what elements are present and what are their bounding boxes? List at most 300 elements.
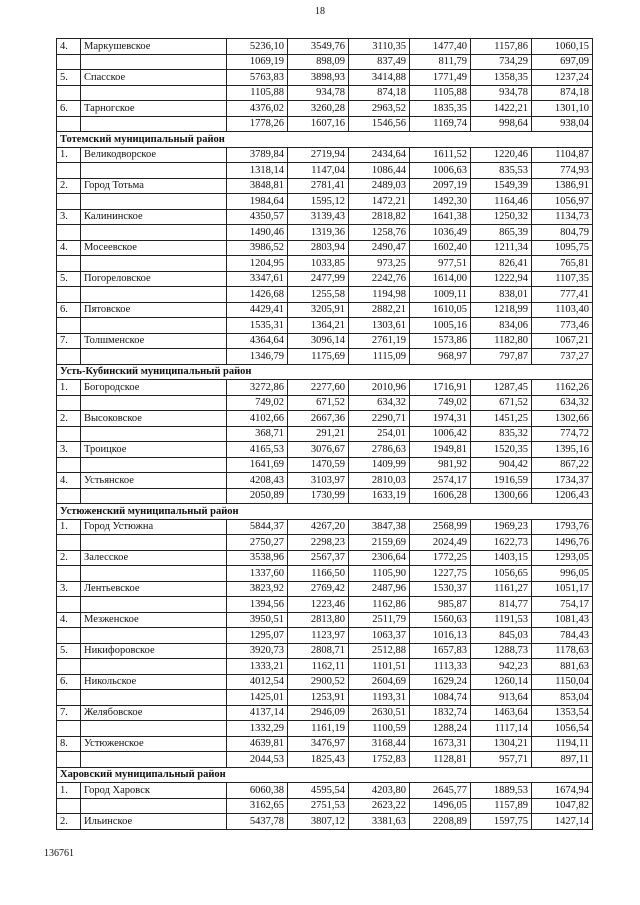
value-cell: 3110,35 [349,39,410,55]
row-number-empty [57,535,81,551]
value-cell: 2645,77 [410,783,471,799]
value-cell: 3847,38 [349,519,410,535]
value-cell: 1426,68 [227,287,288,303]
value-cell: 1161,27 [471,581,532,597]
value-cell: 1602,40 [410,240,471,256]
settlement-name: Мезженское [81,612,227,628]
value-cell: 6060,38 [227,783,288,799]
value-cell: 1056,97 [532,194,593,210]
settlement-name: Калининское [81,209,227,225]
row-number: 4. [57,39,81,55]
value-cell: 1191,53 [471,612,532,628]
value-cell: 1771,49 [410,70,471,86]
value-cell: 3260,28 [288,101,349,117]
value-cell: 3538,96 [227,550,288,566]
value-cell: 837,49 [349,54,410,70]
value-cell: 1301,10 [532,101,593,117]
row-number-empty [57,798,81,814]
row-number-empty [57,85,81,101]
value-cell: 3920,73 [227,643,288,659]
value-cell: 1086,44 [349,163,410,179]
value-cell: 1220,46 [471,147,532,163]
value-cell: 1614,00 [410,271,471,287]
value-cell: 2769,42 [288,581,349,597]
value-cell: 1157,86 [471,39,532,55]
value-cell: 3168,44 [349,736,410,752]
value-cell: 3789,84 [227,147,288,163]
settlement-name: Город Тотьма [81,178,227,194]
value-cell: 1250,32 [471,209,532,225]
value-cell: 737,27 [532,349,593,365]
value-cell: 634,32 [532,395,593,411]
value-cell: 1162,26 [532,380,593,396]
value-cell: 3076,67 [288,442,349,458]
value-cell: 2024,49 [410,535,471,551]
value-cell: 811,79 [410,54,471,70]
value-cell: 2487,96 [349,581,410,597]
value-cell: 797,87 [471,349,532,365]
value-cell: 3986,52 [227,240,288,256]
value-cell: 913,64 [471,690,532,706]
settlement-row [57,70,593,86]
row-number: 5. [57,643,81,659]
value-cell: 1103,40 [532,302,593,318]
value-cell: 1730,99 [288,488,349,504]
value-cell: 1984,64 [227,194,288,210]
value-cell: 2761,19 [349,333,410,349]
value-cell: 368,71 [227,426,288,442]
value-cell: 1105,88 [410,85,471,101]
row-number-empty [57,318,81,334]
settlement-row-secondary [57,395,593,411]
settlement-name-empty [81,566,227,582]
row-number: 2. [57,814,81,830]
settlement-name: Высоковское [81,411,227,427]
value-cell: 1287,45 [471,380,532,396]
value-cell: 3807,12 [288,814,349,830]
value-cell: 4203,80 [349,783,410,799]
value-cell: 1105,90 [349,566,410,582]
settlement-row-secondary [57,225,593,241]
value-cell: 1123,97 [288,628,349,644]
row-number-empty [57,752,81,768]
district-header-row [57,767,593,783]
settlement-name: Никольское [81,674,227,690]
settlement-row [57,101,593,117]
value-cell: 1595,12 [288,194,349,210]
value-cell: 1051,17 [532,581,593,597]
row-number-empty [57,395,81,411]
value-cell: 1107,35 [532,271,593,287]
value-cell: 1304,21 [471,736,532,752]
value-cell: 5437,78 [227,814,288,830]
value-cell: 957,71 [471,752,532,768]
row-number-empty [57,116,81,132]
value-cell: 2808,71 [288,643,349,659]
settlement-row [57,39,593,55]
value-cell: 749,02 [410,395,471,411]
value-cell: 1422,21 [471,101,532,117]
value-cell: 1302,66 [532,411,593,427]
value-cell: 2242,76 [349,271,410,287]
value-cell: 1674,94 [532,783,593,799]
settlement-row-secondary [57,690,593,706]
value-cell: 1835,35 [410,101,471,117]
page-number: 18 [315,6,325,17]
value-cell: 3205,91 [288,302,349,318]
value-cell: 1081,43 [532,612,593,628]
settlement-row-secondary [57,457,593,473]
settlement-name: Погореловское [81,271,227,287]
value-cell: 1490,46 [227,225,288,241]
settlement-row-secondary [57,659,593,675]
value-cell: 1772,25 [410,550,471,566]
value-cell: 1793,76 [532,519,593,535]
row-number: 3. [57,581,81,597]
value-cell: 1752,83 [349,752,410,768]
value-cell: 1409,99 [349,457,410,473]
settlement-row-secondary [57,752,593,768]
value-cell: 1104,87 [532,147,593,163]
value-cell: 897,11 [532,752,593,768]
settlement-row-secondary [57,194,593,210]
value-cell: 2477,99 [288,271,349,287]
settlement-row-secondary [57,426,593,442]
value-cell: 2490,47 [349,240,410,256]
value-cell: 1182,80 [471,333,532,349]
row-number: 1. [57,147,81,163]
value-cell: 4376,02 [227,101,288,117]
value-cell: 1606,28 [410,488,471,504]
value-cell: 973,25 [349,256,410,272]
settlement-name: Город Устюжна [81,519,227,535]
value-cell: 1395,16 [532,442,593,458]
row-number-empty [57,256,81,272]
row-number-empty [57,194,81,210]
settlement-name-empty [81,395,227,411]
settlement-row [57,581,593,597]
row-number-empty [57,426,81,442]
value-cell: 1641,38 [410,209,471,225]
value-cell: 3096,14 [288,333,349,349]
value-cell: 865,39 [471,225,532,241]
value-cell: 814,77 [471,597,532,613]
value-cell: 1056,65 [471,566,532,582]
value-cell: 1237,24 [532,70,593,86]
settlement-row-secondary [57,798,593,814]
value-cell: 1597,75 [471,814,532,830]
value-cell: 2568,99 [410,519,471,535]
value-cell: 2306,64 [349,550,410,566]
district-header-row [57,504,593,520]
value-cell: 1258,76 [349,225,410,241]
value-cell: 1169,74 [410,116,471,132]
value-cell: 1105,88 [227,85,288,101]
value-cell: 1162,11 [288,659,349,675]
value-cell: 867,22 [532,457,593,473]
value-cell: 1204,95 [227,256,288,272]
row-number: 7. [57,333,81,349]
value-cell: 1157,89 [471,798,532,814]
row-number: 1. [57,519,81,535]
value-cell: 773,46 [532,318,593,334]
value-cell: 938,04 [532,116,593,132]
row-number-empty [57,349,81,365]
value-cell: 1520,35 [471,442,532,458]
settlement-row-secondary [57,488,593,504]
value-cell: 1607,16 [288,116,349,132]
row-number-empty [57,721,81,737]
settlement-row [57,643,593,659]
settlement-name: Никифоровское [81,643,227,659]
settlement-row [57,271,593,287]
value-cell: 1223,46 [288,597,349,613]
value-cell: 1546,56 [349,116,410,132]
settlement-row [57,814,593,830]
settlement-row-secondary [57,566,593,582]
value-cell: 1056,54 [532,721,593,737]
value-cell: 826,41 [471,256,532,272]
value-cell: 1716,91 [410,380,471,396]
settlement-row [57,147,593,163]
value-cell: 1134,73 [532,209,593,225]
value-cell: 1394,56 [227,597,288,613]
value-cell: 1969,23 [471,519,532,535]
value-cell: 3139,43 [288,209,349,225]
value-cell: 1629,24 [410,674,471,690]
value-cell: 1166,50 [288,566,349,582]
row-number-empty [57,628,81,644]
value-cell: 1113,33 [410,659,471,675]
value-cell: 1451,25 [471,411,532,427]
value-cell: 1005,16 [410,318,471,334]
value-cell: 4639,81 [227,736,288,752]
value-cell: 1211,34 [471,240,532,256]
settlement-name: Залесское [81,550,227,566]
value-cell: 754,17 [532,597,593,613]
settlement-row [57,411,593,427]
value-cell: 3549,76 [288,39,349,55]
value-cell: 838,01 [471,287,532,303]
settlement-name: Город Харовск [81,783,227,799]
value-cell: 998,64 [471,116,532,132]
value-cell: 1318,14 [227,163,288,179]
value-cell: 968,97 [410,349,471,365]
value-cell: 3898,93 [288,70,349,86]
settlement-row [57,302,593,318]
value-cell: 2813,80 [288,612,349,628]
value-cell: 1178,63 [532,643,593,659]
value-cell: 2623,22 [349,798,410,814]
settlement-name: Богородское [81,380,227,396]
value-cell: 1353,54 [532,705,593,721]
value-cell: 3347,61 [227,271,288,287]
value-cell: 1194,98 [349,287,410,303]
value-cell: 671,52 [471,395,532,411]
value-cell: 1084,74 [410,690,471,706]
value-cell: 4012,54 [227,674,288,690]
settlement-row-secondary [57,163,593,179]
settlement-row [57,612,593,628]
row-number: 8. [57,736,81,752]
value-cell: 934,78 [288,85,349,101]
value-cell: 4267,20 [288,519,349,535]
settlement-name-empty [81,426,227,442]
value-cell: 2512,88 [349,643,410,659]
settlement-name: Устюженское [81,736,227,752]
value-cell: 2751,53 [288,798,349,814]
value-cell: 1150,04 [532,674,593,690]
value-cell: 734,29 [471,54,532,70]
settlement-row [57,209,593,225]
value-cell: 254,01 [349,426,410,442]
value-cell: 981,92 [410,457,471,473]
value-cell: 1295,07 [227,628,288,644]
row-number-empty [57,566,81,582]
row-number: 4. [57,240,81,256]
value-cell: 4102,66 [227,411,288,427]
value-cell: 3950,51 [227,612,288,628]
value-cell: 942,23 [471,659,532,675]
settlement-name-empty [81,349,227,365]
value-cell: 977,51 [410,256,471,272]
value-cell: 3381,63 [349,814,410,830]
value-cell: 1033,85 [288,256,349,272]
settlement-row [57,178,593,194]
value-cell: 1100,59 [349,721,410,737]
settlement-row-secondary [57,628,593,644]
settlement-name-empty [81,85,227,101]
value-cell: 1425,01 [227,690,288,706]
value-cell: 1218,99 [471,302,532,318]
value-cell: 1253,91 [288,690,349,706]
value-cell: 5844,37 [227,519,288,535]
settlement-name-empty [81,597,227,613]
settlement-name-empty [81,194,227,210]
document-code: 136761 [44,848,74,859]
settlement-row [57,240,593,256]
value-cell: 1832,74 [410,705,471,721]
value-cell: 1633,19 [349,488,410,504]
value-cell: 1175,69 [288,349,349,365]
settlement-name-empty [81,721,227,737]
value-cell: 1889,53 [471,783,532,799]
district-title: Тотемский муниципальный район [57,132,593,148]
value-cell: 1067,21 [532,333,593,349]
value-cell: 898,09 [288,54,349,70]
value-cell: 5763,83 [227,70,288,86]
settlement-name-empty [81,163,227,179]
row-number-empty [57,54,81,70]
row-number: 3. [57,209,81,225]
value-cell: 3162,65 [227,798,288,814]
value-cell: 1162,86 [349,597,410,613]
value-cell: 2963,52 [349,101,410,117]
settlement-name: Толшменское [81,333,227,349]
value-cell: 1288,73 [471,643,532,659]
row-number: 4. [57,612,81,628]
value-cell: 634,32 [349,395,410,411]
settlement-row-secondary [57,256,593,272]
settlement-name: Устьянское [81,473,227,489]
settlement-row [57,550,593,566]
settlement-name-empty [81,752,227,768]
district-title: Харовский муниципальный район [57,767,593,783]
value-cell: 1496,05 [410,798,471,814]
value-cell: 3103,97 [288,473,349,489]
value-cell: 1194,11 [532,736,593,752]
settlement-name-empty [81,116,227,132]
value-cell: 2050,89 [227,488,288,504]
value-cell: 749,02 [227,395,288,411]
row-number: 3. [57,442,81,458]
row-number: 2. [57,178,81,194]
value-cell: 1319,36 [288,225,349,241]
value-cell: 1549,39 [471,178,532,194]
value-cell: 1916,59 [471,473,532,489]
settlement-row-secondary [57,116,593,132]
value-cell: 1778,26 [227,116,288,132]
settlement-name-empty [81,535,227,551]
settlement-row-secondary [57,721,593,737]
settlement-row-secondary [57,318,593,334]
value-cell: 4208,43 [227,473,288,489]
value-cell: 5236,10 [227,39,288,55]
value-cell: 834,06 [471,318,532,334]
value-cell: 874,18 [532,85,593,101]
value-cell: 3848,81 [227,178,288,194]
value-cell: 1333,21 [227,659,288,675]
value-cell: 2803,94 [288,240,349,256]
settlement-row [57,705,593,721]
value-cell: 845,03 [471,628,532,644]
value-cell: 1673,31 [410,736,471,752]
value-cell: 1825,43 [288,752,349,768]
value-cell: 2604,69 [349,674,410,690]
value-cell: 1492,30 [410,194,471,210]
settlement-name: Пятовское [81,302,227,318]
value-cell: 1949,81 [410,442,471,458]
value-cell: 985,87 [410,597,471,613]
value-cell: 1358,35 [471,70,532,86]
settlement-name: Тарногское [81,101,227,117]
row-number: 5. [57,70,81,86]
value-cell: 1206,43 [532,488,593,504]
settlement-name: Желябовское [81,705,227,721]
value-cell: 1069,19 [227,54,288,70]
value-cell: 2882,21 [349,302,410,318]
value-cell: 4364,64 [227,333,288,349]
value-cell: 4165,53 [227,442,288,458]
value-cell: 835,53 [471,163,532,179]
value-cell: 1016,13 [410,628,471,644]
value-cell: 2434,64 [349,147,410,163]
settlement-row-secondary [57,287,593,303]
value-cell: 697,09 [532,54,593,70]
value-cell: 1288,24 [410,721,471,737]
value-cell: 1006,42 [410,426,471,442]
value-cell: 1472,21 [349,194,410,210]
tariff-table [56,38,593,830]
district-header-row [57,132,593,148]
settlement-row-secondary [57,54,593,70]
value-cell: 784,43 [532,628,593,644]
value-cell: 2010,96 [349,380,410,396]
value-cell: 2489,03 [349,178,410,194]
value-cell: 765,81 [532,256,593,272]
row-number: 4. [57,473,81,489]
value-cell: 2818,82 [349,209,410,225]
